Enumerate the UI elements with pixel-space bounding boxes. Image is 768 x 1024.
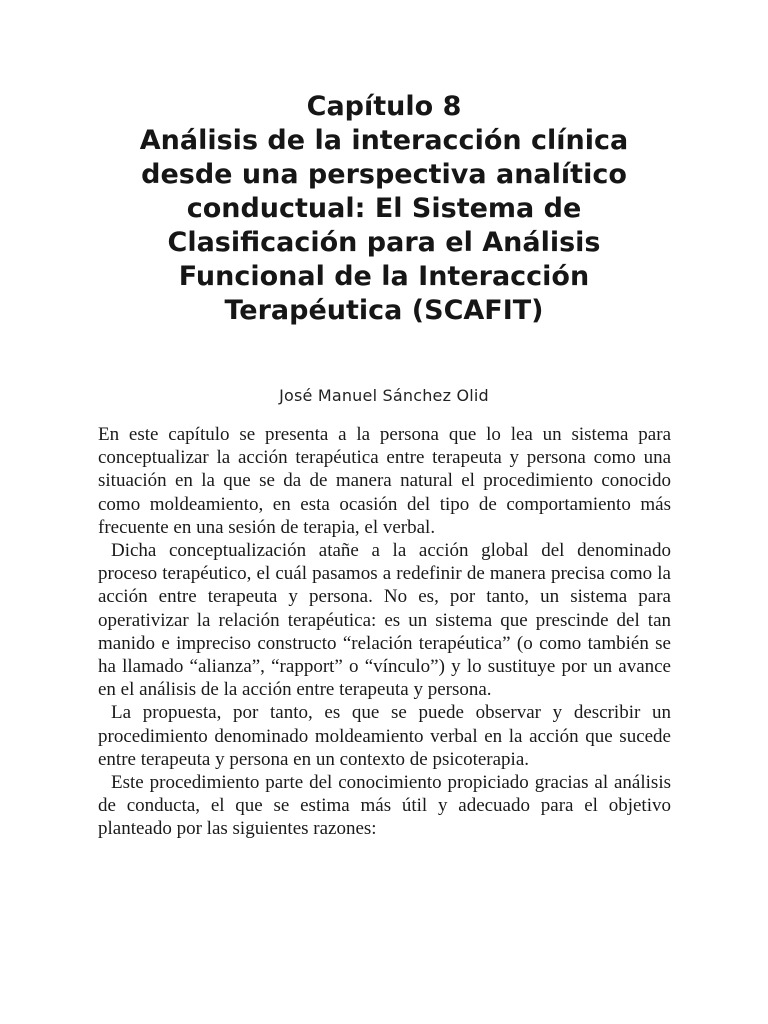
body-paragraph: La propuesta, por tanto, es que se puede observar y describir un procedimiento denominado moldeamiento verbal en la acción que sucede entre terapeuta y persona en un contexto de psicoterapia. xyxy=(98,702,671,770)
body-paragraph: Este procedimiento parte del conocimiento propiciado gracias al análisis de conducta, el que se estima más útil y adecuado para el objetivo planteado por las siguientes razones: xyxy=(98,772,671,840)
body-paragraph: Dicha conceptualización atañe a la acción global del denominado proceso terapéutico, el cuál pasamos a redefinir de manera precisa como la acción entre terapeuta y persona. No es, por tanto, un sistema para operativizar la relación terapéutica: es un sistema que prescinde del tan manido e impreciso constructo “relación terapéutica” (o como también se ha llamado “alianza”, “rapport” o “vínculo”) y lo sustituye por un avance en el análisis de la acción entre terapeuta y persona. xyxy=(98,540,671,701)
author-name: José Manuel Sánchez Olid xyxy=(279,386,489,405)
chapter-title-line: Clasificación para el Análisis xyxy=(167,227,601,258)
body-paragraph: En este capítulo se presenta a la persona que lo lea un sistema para conceptualizar la acción terapéutica entre terapeuta y persona como una situación en la que se da de manera natural el procedimiento conocido como moldeamiento, en esta ocasión del tipo de comportamiento más frecuente en una sesión de terapia, el verbal. xyxy=(98,424,671,538)
chapter-title-line: desde una perspectiva analítico xyxy=(141,159,627,190)
chapter-title-line: Funcional de la Interacción xyxy=(178,261,590,292)
chapter-title-line: Terapéutica (SCAFIT) xyxy=(224,295,544,326)
chapter-number: Capítulo 8 xyxy=(306,91,462,122)
body-text xyxy=(98,423,671,841)
chapter-heading xyxy=(100,90,668,328)
chapter-title-line: Análisis de la interacción clínica xyxy=(139,125,629,156)
chapter-title-line: conductual: El Sistema de xyxy=(186,193,582,224)
